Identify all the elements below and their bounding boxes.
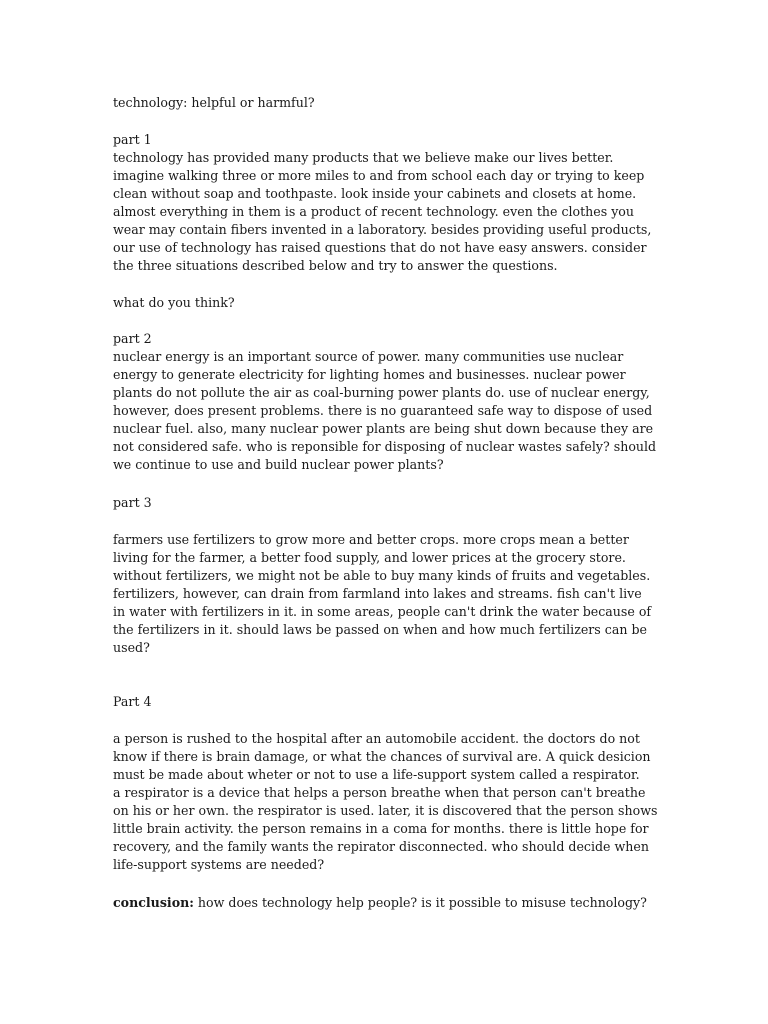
conclusion-section bbox=[113, 894, 673, 912]
paragraph-line: without fertilizers, we might not be able to buy many kinds of fruits and vegetables. bbox=[113, 568, 651, 583]
paragraph-line: a person is rushed to the hospital after an automobile accident. the doctors do not bbox=[113, 731, 640, 746]
part4-section bbox=[113, 730, 673, 874]
part3-heading-block bbox=[113, 494, 673, 512]
paragraph-line: plants do not pollute the air as coal-burning power plants do. use of nuclear energy, bbox=[113, 385, 650, 400]
conclusion-text: how does technology help people? is it possible to misuse technology? bbox=[193, 895, 647, 910]
paragraph-line: recovery, and the family wants the repirator disconnected. who should decide when bbox=[113, 839, 649, 854]
conclusion-label: conclusion: bbox=[113, 895, 194, 910]
paragraph-line: nuclear fuel. also, many nuclear power plants are being shut down because they are bbox=[113, 421, 654, 436]
part1-section bbox=[113, 131, 673, 275]
paragraph-line: must be made about wheter or not to use a life-support system called a respirator. bbox=[113, 767, 640, 782]
part2-section bbox=[113, 330, 673, 474]
paragraph-line: our use of technology has raised questions that do not have easy answers. consider bbox=[113, 240, 647, 255]
paragraph-line: used? bbox=[113, 640, 150, 655]
paragraph-line: in water with fertilizers in it. in some areas, people can't drink the water because of bbox=[113, 604, 652, 619]
paragraph-line: imagine walking three or more miles to and from school each day or trying to keep bbox=[113, 168, 645, 183]
paragraph-line: life-support systems are needed? bbox=[113, 857, 325, 872]
paragraph-line: little brain activity. the person remains in a coma for months. there is little hope for bbox=[113, 821, 649, 836]
document-title bbox=[113, 94, 673, 112]
paragraph-line: nuclear energy is an important source of power. many communities use nuclear bbox=[113, 349, 624, 364]
paragraph-line: clean without soap and toothpaste. look inside your cabinets and closets at home. bbox=[113, 186, 637, 201]
conclusion-line bbox=[113, 894, 673, 912]
paragraph-line: energy to generate electricity for lighting homes and businesses. nuclear power bbox=[113, 367, 626, 382]
paragraph-line: the three situations described below and try to answer the questions. bbox=[113, 258, 558, 273]
part1-heading: part 1 bbox=[113, 132, 152, 147]
paragraph-line: technology has provided many products that we believe make our lives better. bbox=[113, 150, 614, 165]
part2-heading: part 2 bbox=[113, 331, 152, 346]
paragraph-line: we continue to use and build nuclear power plants? bbox=[113, 457, 444, 472]
prompt-text: what do you think? bbox=[113, 295, 235, 310]
prompt-section bbox=[113, 294, 673, 312]
paragraph-line: a respirator is a device that helps a person breathe when that person can't breathe bbox=[113, 785, 646, 800]
paragraph-line: however, does present problems. there is no guaranteed safe way to dispose of used bbox=[113, 403, 653, 418]
paragraph-line: the fertilizers in it. should laws be passed on when and how much fertilizers can be bbox=[113, 622, 647, 637]
paragraph-line: living for the farmer, a better food supply, and lower prices at the grocery store. bbox=[113, 550, 626, 565]
part4-heading-block bbox=[113, 693, 673, 711]
paragraph-line: fertilizers, however, can drain from farmland into lakes and streams. fish can't live bbox=[113, 586, 642, 601]
paragraph-line: on his or her own. the respirator is used. later, it is discovered that the person shows bbox=[113, 803, 658, 818]
paragraph-line: know if there is brain damage, or what the chances of survival are. A quick desicion bbox=[113, 749, 651, 764]
part4-heading: Part 4 bbox=[113, 694, 152, 709]
paragraph-line: farmers use fertilizers to grow more and better crops. more crops mean a better bbox=[113, 532, 629, 547]
part3-section bbox=[113, 531, 673, 657]
paragraph-line: not considered safe. who is reponsible for disposing of nuclear wastes safely? should bbox=[113, 439, 657, 454]
paragraph-line: wear may contain fibers invented in a laboratory. besides providing useful products, bbox=[113, 222, 652, 237]
title-text: technology: helpful or harmful? bbox=[113, 95, 315, 110]
part3-heading: part 3 bbox=[113, 495, 152, 510]
paragraph-line: almost everything in them is a product of recent technology. even the clothes you bbox=[113, 204, 635, 219]
